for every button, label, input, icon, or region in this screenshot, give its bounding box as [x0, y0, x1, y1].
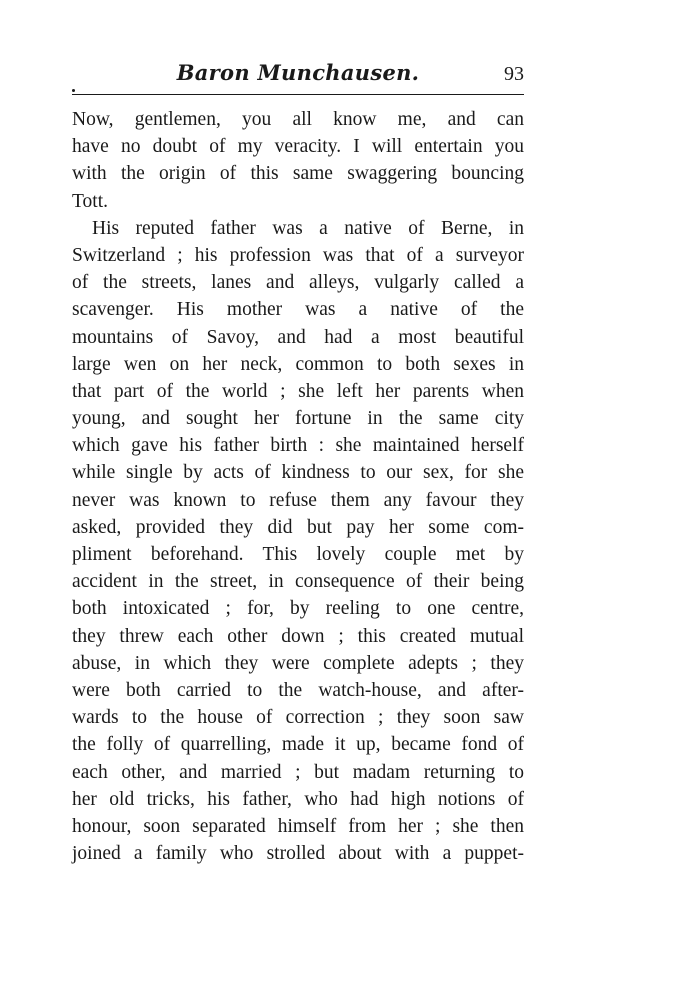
text-line: joined a family who strolled about with a puppet- — [72, 843, 524, 865]
text-line: scavenger. His mother was a native of the — [72, 299, 524, 321]
text-line: abuse, in which they were complete adepts ; they — [72, 652, 524, 674]
header-rule — [72, 94, 524, 95]
text-line: honour, soon separated himself from her ; she then — [72, 815, 524, 837]
text-line: with the origin of this same swaggering bouncing — [72, 163, 524, 185]
text-line: accident in the street, in consequence of their being — [72, 571, 524, 593]
text-line: wards to the house of correction ; they soon saw — [72, 707, 524, 729]
text-line: Switzerland ; his profession was that of a surveyor — [72, 244, 524, 266]
text-line: each other, and married ; but madam returning to — [72, 761, 524, 783]
text-line: never was known to refuse them any favour they — [72, 489, 524, 511]
text-line: they threw each other down ; this created mutual — [72, 625, 524, 647]
text-line: her old tricks, his father, who had high notions of — [72, 788, 524, 810]
body-text — [72, 106, 524, 867]
running-head — [72, 58, 524, 92]
text-line: Tott. — [72, 190, 109, 212]
text-line: both intoxicated ; for, by reeling to one centre, — [72, 598, 524, 620]
text-line: His reputed father was a native of Berne, in — [92, 217, 524, 239]
rule-dot — [72, 89, 75, 92]
page-number: 93 — [504, 63, 524, 85]
text-line: of the streets, lanes and alleys, vulgarly called a — [72, 272, 524, 294]
text-line: while single by acts of kindness to our sex, for she — [72, 462, 524, 484]
text-line: pliment beforehand. This lovely couple met by — [72, 544, 524, 565]
text-line: Now, gentlemen, you all know me, and can — [72, 109, 524, 130]
text-line: young, and sought her fortune in the same city — [72, 408, 524, 430]
text-line: mountains of Savoy, and had a most beautiful — [72, 326, 524, 348]
text-line: asked, provided they did but pay her some com- — [72, 516, 524, 538]
text-line: large wen on her neck, common to both sexes in — [72, 353, 524, 375]
text-line: were both carried to the watch-house, and after- — [72, 679, 524, 701]
text-line: that part of the world ; she left her parents when — [72, 380, 524, 402]
text-line: which gave his father birth : she maintained herself — [72, 435, 524, 457]
text-line: have no doubt of my veracity. I will entertain you — [72, 136, 524, 158]
running-title: Baron Munchausen. — [176, 60, 420, 85]
text-line: the folly of quarrelling, made it up, became fond of — [72, 734, 524, 756]
